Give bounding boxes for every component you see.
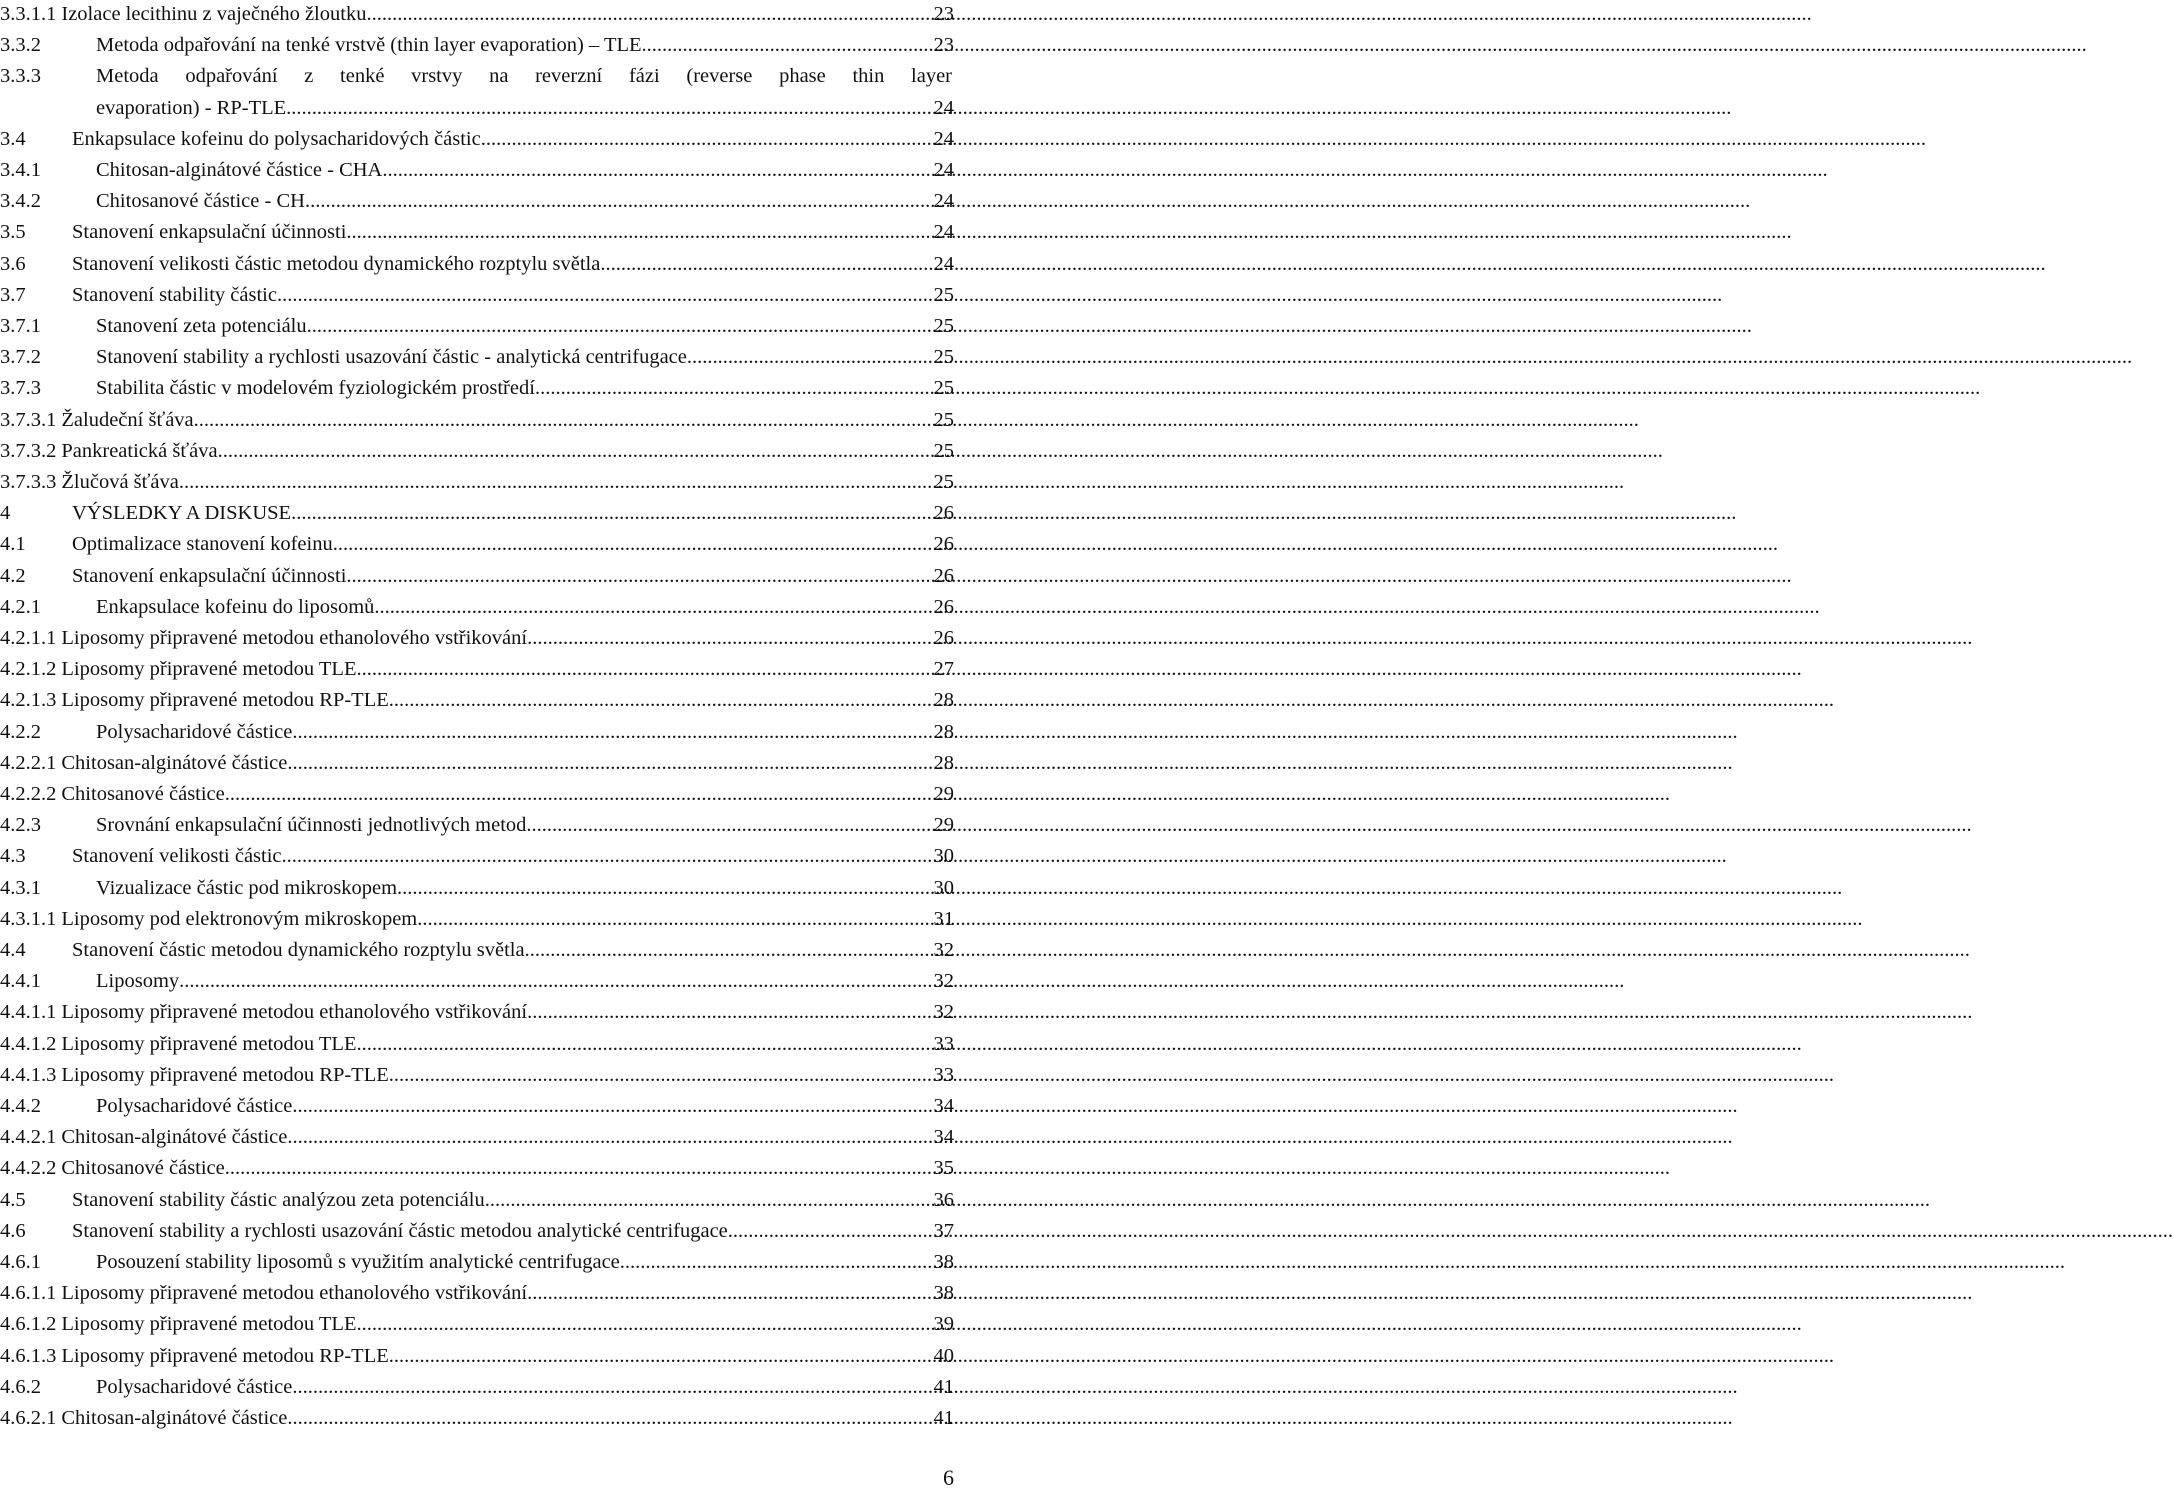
toc-entry[interactable] (0, 935, 960, 966)
toc-dot-leader (728, 1216, 918, 1247)
toc-entry-number: 3.7.3.1 (0, 408, 57, 431)
toc-entry-number: 4.1 (0, 533, 26, 556)
toc-entry-title: Posouzení stability liposomů s využitím analytické centrifugace (96, 1251, 620, 1273)
toc-dot-leader (286, 93, 918, 124)
toc-dot-leader (485, 1185, 918, 1216)
toc-entry-page: 25 (933, 408, 954, 431)
toc-entry-number: 4.4.2 (0, 1095, 41, 1117)
toc-entry-page: 34 (933, 1126, 954, 1149)
toc-entry[interactable] (0, 966, 960, 997)
toc-entry-number: 3.3.2 (0, 34, 41, 57)
toc-entry-title: Enkapsulace kofeinu do polysacharidových částic (72, 127, 481, 150)
toc-entry-number: 4.3.1.1 (0, 907, 57, 930)
toc-entry-title: Liposomy připravené metodou RP-TLE (61, 1344, 389, 1367)
toc-entry-number: 4.6 (0, 1219, 26, 1242)
toc-entry-title: Liposomy připravené metodou ethanolového vstřikování (61, 1001, 528, 1024)
toc-entry-number: 4.2.2 (0, 720, 41, 743)
toc-entry-title: Stanovení velikosti částic metodou dynamického rozptylu světla (72, 252, 601, 275)
toc-entry-number: 4 (0, 502, 11, 525)
toc-entry-title: Stanovení stability částic analýzou zeta potenciálu (72, 1188, 485, 1211)
toc-entry-page: 34 (933, 1095, 954, 1117)
toc-entry-page: 27 (933, 658, 954, 681)
toc-entry[interactable] (0, 311, 960, 342)
toc-entry-page: 36 (933, 1188, 954, 1211)
toc-entry-page: 24 (933, 127, 954, 150)
toc-dot-leader (356, 1309, 918, 1340)
toc-entry-number: 4.4.2.2 (0, 1157, 57, 1180)
toc-dot-leader (291, 498, 918, 529)
toc-entry-page: 32 (933, 939, 954, 961)
toc-entry[interactable] (0, 1185, 960, 1216)
toc-dot-leader (225, 1153, 918, 1184)
toc-entry[interactable] (0, 717, 960, 748)
toc-entry-title: Stanovení enkapsulační účinnosti (72, 221, 347, 244)
toc-entry-number: 4.6.2.1 (0, 1407, 57, 1429)
toc-dot-leader (277, 280, 918, 311)
toc-entry[interactable] (0, 1372, 960, 1403)
toc-entry-page: 38 (933, 1282, 954, 1305)
toc-entry-title: Liposomy pod elektronovým mikroskopem (61, 907, 418, 930)
toc-entry-page: 24 (933, 252, 954, 275)
toc-dot-leader (305, 186, 918, 217)
toc-entry[interactable] (0, 249, 960, 280)
toc-entry-number: 3.7.3 (0, 377, 41, 400)
toc-entry-number: 3.7.3.3 (0, 471, 57, 493)
toc-entry-page: 30 (933, 845, 954, 868)
toc-entry-title: Stanovení stability a rychlosti usazování částic metodou analytické centrifugace (72, 1219, 728, 1242)
toc-entry-number: 3.3.3 (0, 65, 41, 88)
toc-entry-page: 24 (933, 159, 954, 181)
toc-entry[interactable] (0, 997, 960, 1028)
toc-entry-title: Liposomy (96, 970, 180, 993)
toc-entry-title: Stanovení enkapsulační účinnosti (72, 564, 347, 587)
toc-entry-number: 3.7.3.2 (0, 439, 57, 462)
toc-entry-title: Žaludeční šťáva (61, 408, 194, 431)
toc-entry-page: 23 (933, 3, 954, 25)
toc-entry-title: Chitosan-alginátové částice (61, 1126, 288, 1149)
toc-entry-number: 3.7.2 (0, 346, 41, 369)
toc-entry-title: Liposomy připravené metodou ethanolového vstřikování (61, 1282, 528, 1305)
toc-entry-page: 33 (933, 1032, 954, 1055)
toc-entry-page: 25 (933, 315, 954, 337)
toc-entry[interactable] (0, 1309, 960, 1340)
toc-dot-leader (287, 1403, 918, 1434)
toc-entry-title: Chitosan-alginátové částice (61, 751, 288, 774)
toc-entry[interactable] (0, 467, 960, 498)
toc-entry-number: 3.5 (0, 221, 26, 244)
toc-dot-leader (620, 1247, 918, 1278)
toc-entry-title: Vizualizace částic pod mikroskopem (96, 876, 398, 899)
toc-entry[interactable] (0, 1403, 960, 1434)
toc-dot-leader (687, 342, 918, 373)
toc-entry-page: 26 (933, 533, 954, 556)
toc-entry-page: 33 (933, 1063, 954, 1086)
toc-entry-number: 4.6.1 (0, 1251, 41, 1273)
toc-dot-leader (218, 436, 918, 467)
toc-dot-leader (292, 717, 918, 748)
toc-entry-title: Stanovení stability a rychlosti usazování částic - analytická centrifugace (96, 346, 687, 369)
toc-entry-title: VÝSLEDKY A DISKUSE (72, 502, 292, 525)
toc-entry-number: 4.6.2 (0, 1375, 41, 1398)
toc-dot-leader (417, 904, 918, 935)
toc-entry-page: 41 (933, 1407, 954, 1429)
toc-entry-title: Metoda odpařování z tenké vrstvy na reverzní fázi (reverse phase thin layer (96, 65, 952, 88)
toc-entry-page: 25 (933, 471, 954, 493)
toc-entry-title: Chitosanové částice - CH (96, 190, 305, 213)
toc-entry-title: Liposomy připravené metodou TLE (61, 1313, 357, 1336)
toc-entry[interactable] (0, 498, 960, 529)
toc-entry-page: 29 (933, 814, 954, 837)
toc-dot-leader (307, 311, 918, 342)
toc-dot-leader (389, 1060, 918, 1091)
toc-dot-leader (346, 217, 918, 248)
toc-entry-page: 26 (933, 627, 954, 649)
toc-entry[interactable] (0, 841, 960, 872)
toc-dot-leader (526, 810, 918, 841)
toc-dot-leader (389, 1341, 918, 1372)
toc-dot-leader (356, 654, 918, 685)
toc-entry-number: 4.4.1.2 (0, 1032, 57, 1055)
toc-entry[interactable] (0, 93, 960, 124)
toc-entry[interactable] (0, 217, 960, 248)
toc-entry-title: Stanovení velikosti částic (72, 845, 282, 868)
toc-entry-number: 4.6.1.3 (0, 1344, 57, 1367)
toc-entry-page: 38 (933, 1251, 954, 1273)
toc-entry[interactable] (0, 1341, 960, 1372)
toc-entry-title: Optimalizace stanovení kofeinu (72, 533, 333, 556)
toc-dot-leader (292, 1091, 918, 1122)
toc-dot-leader (527, 1278, 918, 1309)
toc-dot-leader (642, 30, 918, 61)
toc-entry-title: Liposomy připravené metodou TLE (61, 1032, 357, 1055)
toc-entry-page: 25 (933, 377, 954, 400)
toc-entry-number: 3.4 (0, 127, 26, 150)
toc-entry-title: Enkapsulace kofeinu do liposomů (96, 595, 375, 618)
toc-entry-number: 4.6.1.1 (0, 1282, 57, 1305)
toc-entry-page: 32 (933, 1001, 954, 1024)
toc-entry-title: Polysacharidové částice (96, 1095, 293, 1117)
toc-entry-page: 28 (933, 751, 954, 774)
toc-dot-leader (366, 0, 918, 30)
toc-entry-page: 25 (933, 346, 954, 369)
toc-entry-title: Stanovení stability částic (72, 283, 277, 306)
toc-entry-title: Žlučová šťáva (61, 471, 179, 493)
toc-entry-title: Stanovení zeta potenciálu (96, 315, 307, 337)
toc-entry[interactable] (0, 1091, 960, 1122)
toc-entry[interactable] (0, 1153, 960, 1184)
toc-entry-page: 25 (933, 283, 954, 306)
toc-entry[interactable] (0, 342, 960, 373)
toc-entry-page: 37 (933, 1219, 954, 1242)
toc-entry-page: 24 (933, 221, 954, 244)
toc-entry[interactable] (0, 873, 960, 904)
toc-dot-leader (527, 997, 918, 1028)
toc-entry[interactable] (0, 124, 960, 155)
toc-entry-number: 4.2.1.3 (0, 689, 57, 712)
toc-entry-page: 28 (933, 720, 954, 743)
toc-entry-number: 4.3.1 (0, 876, 41, 899)
toc-entry-number: 4.2.1 (0, 595, 41, 618)
toc-dot-leader (282, 841, 918, 872)
toc-dot-leader (287, 1122, 918, 1153)
toc-entry-number: 4.2.2.2 (0, 783, 57, 805)
toc-entry-title: Metoda odpařování na tenké vrstvě (thin layer evaporation) – TLE (96, 34, 642, 57)
toc-entry[interactable] (0, 1247, 960, 1278)
toc-entry-number: 3.4.1 (0, 159, 41, 181)
toc-entry-page: 26 (933, 564, 954, 587)
toc-entry-page: 24 (933, 96, 954, 119)
toc-entry-number: 4.6.1.2 (0, 1313, 57, 1336)
toc-entry-title: Liposomy připravené metodou TLE (61, 658, 357, 681)
toc-entry-page: 29 (933, 783, 954, 805)
toc-entry-title: Liposomy připravené metodou RP-TLE (61, 689, 389, 712)
toc-dot-leader (389, 685, 918, 716)
toc-dot-leader (535, 373, 918, 404)
toc-dot-leader (481, 124, 918, 155)
toc-entry-title: Chitosanové částice (61, 783, 225, 805)
toc-entry-number: 4.2 (0, 564, 26, 587)
toc-dot-leader (382, 155, 918, 186)
toc-entry[interactable] (0, 436, 960, 467)
toc-entry[interactable] (0, 1122, 960, 1153)
toc-entry-title: Srovnání enkapsulační účinnosti jednotlivých metod (96, 814, 527, 837)
toc-dot-leader (527, 623, 918, 654)
toc-entry-page: 39 (933, 1313, 954, 1336)
toc-entry-page: 41 (933, 1375, 954, 1398)
toc-dot-leader (179, 966, 918, 997)
toc-entry-title-continuation: evaporation) - RP-TLE (96, 96, 287, 119)
toc-entry[interactable] (0, 186, 960, 217)
toc-entry-number: 4.2.2.1 (0, 751, 57, 774)
toc-entry-title: Polysacharidové částice (96, 1375, 293, 1398)
toc-dot-leader (600, 249, 918, 280)
toc-entry[interactable] (0, 1029, 960, 1060)
toc-entry-page: 24 (933, 190, 954, 213)
toc-entry-first-line (0, 61, 952, 92)
toc-entry[interactable] (0, 0, 960, 30)
toc-entry-title: Stabilita částic v modelovém fyziologickém prostředí (96, 377, 535, 400)
toc-dot-leader (292, 1372, 918, 1403)
toc-entry[interactable] (0, 779, 960, 810)
toc-entry[interactable] (0, 30, 960, 61)
toc-entry[interactable] (0, 405, 960, 436)
toc-entry-title: Chitosanové částice (61, 1157, 225, 1180)
toc-entry-number: 3.7.1 (0, 315, 41, 337)
toc-entry[interactable] (0, 280, 960, 311)
toc-entry-number: 3.3.1.1 (0, 3, 57, 25)
toc-entry-number: 3.6 (0, 252, 26, 275)
toc-entry-title: Chitosan-alginátové částice - CHA (96, 159, 383, 181)
toc-entry-number: 4.4.1.1 (0, 1001, 57, 1024)
toc-entry-number: 4.4 (0, 939, 26, 961)
toc-entry-page: 32 (933, 970, 954, 993)
toc-entry-number: 4.2.3 (0, 814, 41, 837)
toc-entry[interactable] (0, 1060, 960, 1091)
toc-entry-number: 3.4.2 (0, 190, 41, 213)
toc-entry-title: Chitosan-alginátové částice (61, 1407, 288, 1429)
toc-entry[interactable] (0, 592, 960, 623)
toc-entry[interactable] (0, 373, 960, 404)
toc-entry[interactable] (0, 810, 960, 841)
toc-entry[interactable] (0, 748, 960, 779)
toc-entry-number: 4.2.1.2 (0, 658, 57, 681)
toc-dot-leader (397, 873, 918, 904)
toc-entry[interactable] (0, 529, 960, 560)
toc-dot-leader (356, 1029, 918, 1060)
toc-dot-leader (374, 592, 918, 623)
toc-entry-title: Pankreatická šťáva (61, 439, 218, 462)
toc-entry[interactable] (0, 155, 960, 186)
toc-entry-page: 26 (933, 502, 954, 525)
toc-dot-leader (194, 405, 918, 436)
toc-entry-title: Liposomy připravené metodou ethanolového vstřikování (61, 627, 528, 649)
toc-entry-number: 4.2.1.1 (0, 627, 57, 649)
toc-dot-leader (287, 748, 918, 779)
toc-entry[interactable] (0, 1278, 960, 1309)
toc-entry-page: 40 (933, 1344, 954, 1367)
toc-entry-number: 4.4.2.1 (0, 1126, 57, 1149)
toc-entry[interactable] (0, 685, 960, 716)
toc-dot-leader (179, 467, 918, 498)
toc-entry-number: 4.4.1.3 (0, 1063, 57, 1086)
toc-dot-leader (225, 779, 918, 810)
toc-entry-title: Liposomy připravené metodou RP-TLE (61, 1063, 389, 1086)
toc-entry-title: Stanovení částic metodou dynamického rozptylu světla (72, 939, 525, 961)
page-number: 6 (943, 1465, 954, 1490)
toc-entry[interactable] (0, 623, 960, 654)
toc-entry[interactable] (0, 1216, 960, 1247)
toc-entry[interactable] (0, 904, 960, 935)
toc-entry[interactable] (0, 654, 960, 685)
toc-entry-number: 4.3 (0, 845, 26, 868)
toc-dot-leader (346, 561, 918, 592)
toc-entry-title: Polysacharidové částice (96, 720, 293, 743)
toc-entry-number: 4.4.1 (0, 970, 41, 993)
toc-entry-page: 30 (933, 876, 954, 899)
toc-entry-page: 28 (933, 689, 954, 712)
toc-entry-page: 35 (933, 1157, 954, 1180)
toc-entry-title: Izolace lecithinu z vaječného žloutku (61, 3, 367, 25)
toc-entry-number: 4.5 (0, 1188, 26, 1211)
toc-entry-page: 25 (933, 439, 954, 462)
toc-entry-page: 26 (933, 595, 954, 618)
toc-entry[interactable] (0, 561, 960, 592)
toc-dot-leader (525, 935, 918, 966)
toc-entry-number: 3.7 (0, 283, 26, 306)
toc-entry-page: 23 (933, 34, 954, 57)
toc-entry-page: 31 (933, 907, 954, 930)
toc-dot-leader (333, 529, 918, 560)
